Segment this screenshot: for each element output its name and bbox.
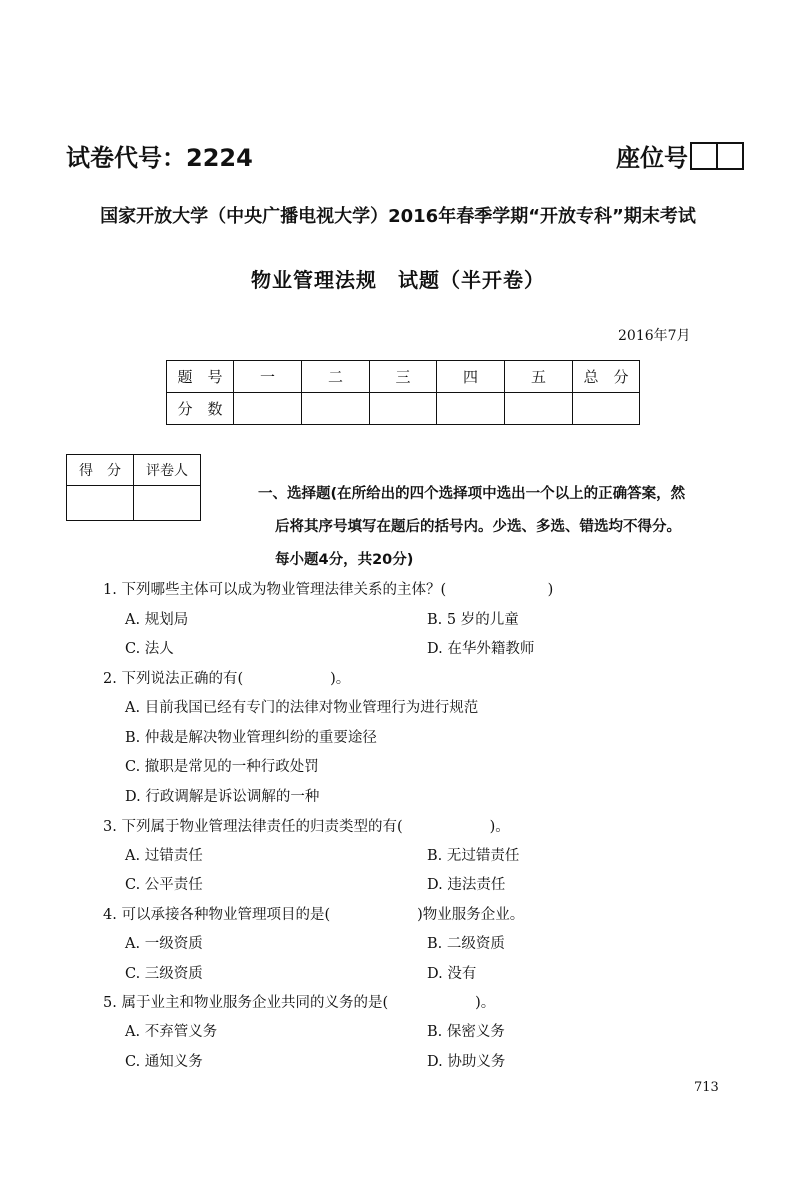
score-table-header-row [167, 361, 640, 393]
score-blank[interactable] [505, 393, 573, 425]
option: D. 没有 [427, 966, 477, 982]
score-label: 得 分 [67, 455, 134, 486]
option: B. 5 岁的儿童 [427, 612, 519, 628]
score-blank[interactable] [573, 393, 640, 425]
question-3-stem: 3. 下列属于物业管理法律责任的归责类型的有( )。 [103, 819, 510, 835]
score-cell: 五 [505, 361, 573, 393]
section-heading [258, 478, 685, 577]
question-4-stem: 4. 可以承接各种物业管理项目的是( )物业服务企业。 [103, 907, 525, 923]
grader-blank[interactable] [134, 486, 201, 521]
score-cell: 总 分 [573, 361, 640, 393]
question-1-stem: 1. 下列哪些主体可以成为物业管理法律关系的主体？( ) [103, 582, 554, 598]
question-2-stem: 2. 下列说法正确的有( )。 [103, 671, 351, 687]
seat-label: 座位号 [616, 144, 688, 172]
option: C. 通知义务 [125, 1054, 203, 1070]
section-heading-line: 后将其序号填写在题后的括号内。少选、多选、错选均不得分。 [275, 519, 681, 535]
option: C. 撤职是常见的一种行政处罚 [125, 759, 319, 775]
score-cell: 一 [234, 361, 302, 393]
option: C. 三级资质 [125, 966, 203, 982]
option: D. 在华外籍教师 [427, 641, 535, 657]
option: A. 不弃管义务 [125, 1024, 218, 1040]
score-blank[interactable] [67, 486, 134, 521]
section-heading-line: 每小题4分，共20分) [275, 552, 414, 568]
score-blank[interactable] [302, 393, 370, 425]
score-blank[interactable] [370, 393, 437, 425]
score-cell: 题 号 [167, 361, 234, 393]
section-heading-line: 一、选择题(在所给出的四个选择项中选出一个以上的正确答案，然 [258, 486, 686, 502]
score-cell: 四 [437, 361, 505, 393]
grader-box [66, 454, 201, 521]
option: B. 仲裁是解决物业管理纠纷的重要途径 [125, 730, 377, 746]
score-table-score-row [167, 393, 640, 425]
subject-title: 物业管理法规 试题（半开卷） [251, 268, 545, 292]
score-blank[interactable] [234, 393, 302, 425]
option: B. 无过错责任 [427, 848, 520, 864]
exam-date: 2016年7月 [618, 328, 691, 344]
score-blank[interactable] [437, 393, 505, 425]
option: A. 过错责任 [125, 848, 203, 864]
score-row-label: 分 数 [167, 393, 234, 425]
option: D. 违法责任 [427, 877, 506, 893]
option: B. 保密义务 [427, 1024, 505, 1040]
option: A. 目前我国已经有专门的法律对物业管理行为进行规范 [125, 700, 479, 716]
option: B. 二级资质 [427, 936, 505, 952]
question-5-stem: 5. 属于业主和物业服务企业共同的义务的是( )。 [103, 995, 496, 1011]
score-table [166, 360, 640, 425]
option: C. 法人 [125, 641, 174, 657]
seat-boxes [690, 142, 744, 170]
seat-number [616, 138, 744, 173]
paper-code: 试卷代号：2224 [66, 144, 253, 172]
page-number: 713 [694, 1080, 719, 1095]
option: D. 行政调解是诉讼调解的一种 [125, 789, 320, 805]
score-cell: 三 [370, 361, 437, 393]
option: A. 一级资质 [125, 936, 203, 952]
score-cell: 二 [302, 361, 370, 393]
option: A. 规划局 [125, 612, 189, 628]
grader-label: 评卷人 [134, 455, 201, 486]
option: D. 协助义务 [427, 1054, 506, 1070]
exam-title: 国家开放大学（中央广播电视大学）2016年春季学期“开放专科”期末考试 [100, 206, 696, 227]
option: C. 公平责任 [125, 877, 203, 893]
